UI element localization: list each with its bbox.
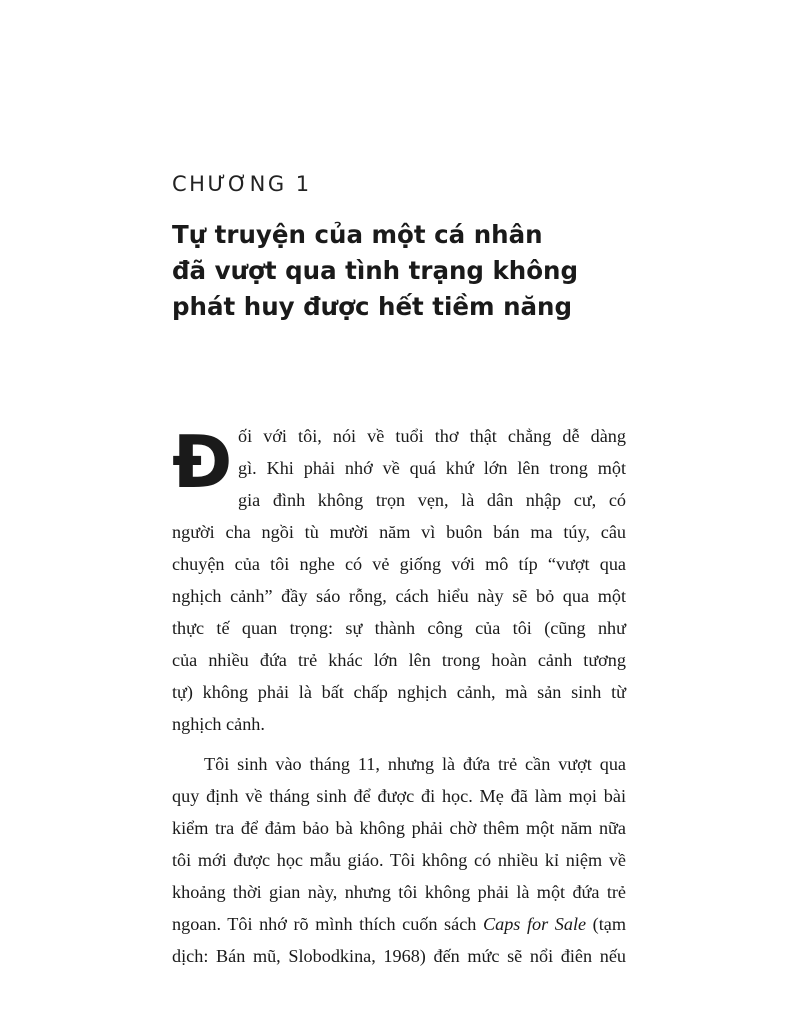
text-line: dịch: Bán mũ, Slobodkina, 1968) đến mức sẽ nổi điên nếu: [172, 946, 626, 966]
text-segment: ngoan. Tôi nhớ rõ mình thích cuốn sách: [172, 914, 483, 934]
text-line: quy định về tháng sinh để được đi học. Mẹ đã làm mọi bài: [172, 786, 626, 806]
body-text: [172, 420, 626, 972]
chapter-title-line: Tự truyện của một cá nhân: [172, 220, 543, 249]
text-line: nghịch cảnh” đầy sáo rỗng, cách hiểu này sẽ bỏ qua một: [172, 586, 626, 606]
text-line: của nhiều đứa trẻ khác lớn lên trong hoàn cảnh tương: [172, 650, 626, 670]
chapter-title-line: phát huy được hết tiềm năng: [172, 292, 573, 321]
text-line: ối với tôi, nói về tuổi thơ thật chẳng dễ dàng: [238, 426, 626, 446]
chapter-title-line: đã vượt qua tình trạng không: [172, 256, 579, 285]
drop-cap: Đ: [172, 420, 233, 504]
text-line: nghịch cảnh.: [172, 714, 265, 734]
book-title-italic: Caps for Sale: [482, 914, 587, 934]
text-line: kiểm tra để đảm bảo bà không phải chờ thêm một năm nữa: [172, 818, 626, 838]
text-line: khoảng thời gian này, nhưng tôi không phải là một đứa trẻ: [172, 882, 626, 902]
text-line: tôi mới được học mẫu giáo. Tôi không có nhiều kỉ niệm về: [172, 850, 626, 870]
chapter-label: CHƯƠNG 1: [172, 172, 312, 196]
chapter-title: [172, 217, 602, 325]
text-line: chuyện của tôi nghe có vẻ giống với mô típ “vượt qua: [172, 554, 626, 574]
text-line: tự) không phải là bất chấp nghịch cảnh, mà sản sinh từ: [172, 682, 626, 702]
text-segment: (tạm: [586, 914, 626, 934]
paragraph-1: [172, 420, 626, 740]
text-line: gia đình không trọn vẹn, là dân nhập cư, có: [238, 490, 626, 510]
text-line: Tôi sinh vào tháng 11, nhưng là đứa trẻ cần vượt qua: [204, 754, 626, 774]
text-line: thực tế quan trọng: sự thành công của tôi (cũng như: [172, 618, 626, 638]
text-line: gì. Khi phải nhớ về quá khứ lớn lên trong một: [238, 458, 626, 478]
paragraph-2: [172, 748, 626, 972]
text-line: [172, 908, 626, 940]
text-line: người cha ngồi tù mười năm vì buôn bán ma túy, câu: [172, 522, 626, 542]
